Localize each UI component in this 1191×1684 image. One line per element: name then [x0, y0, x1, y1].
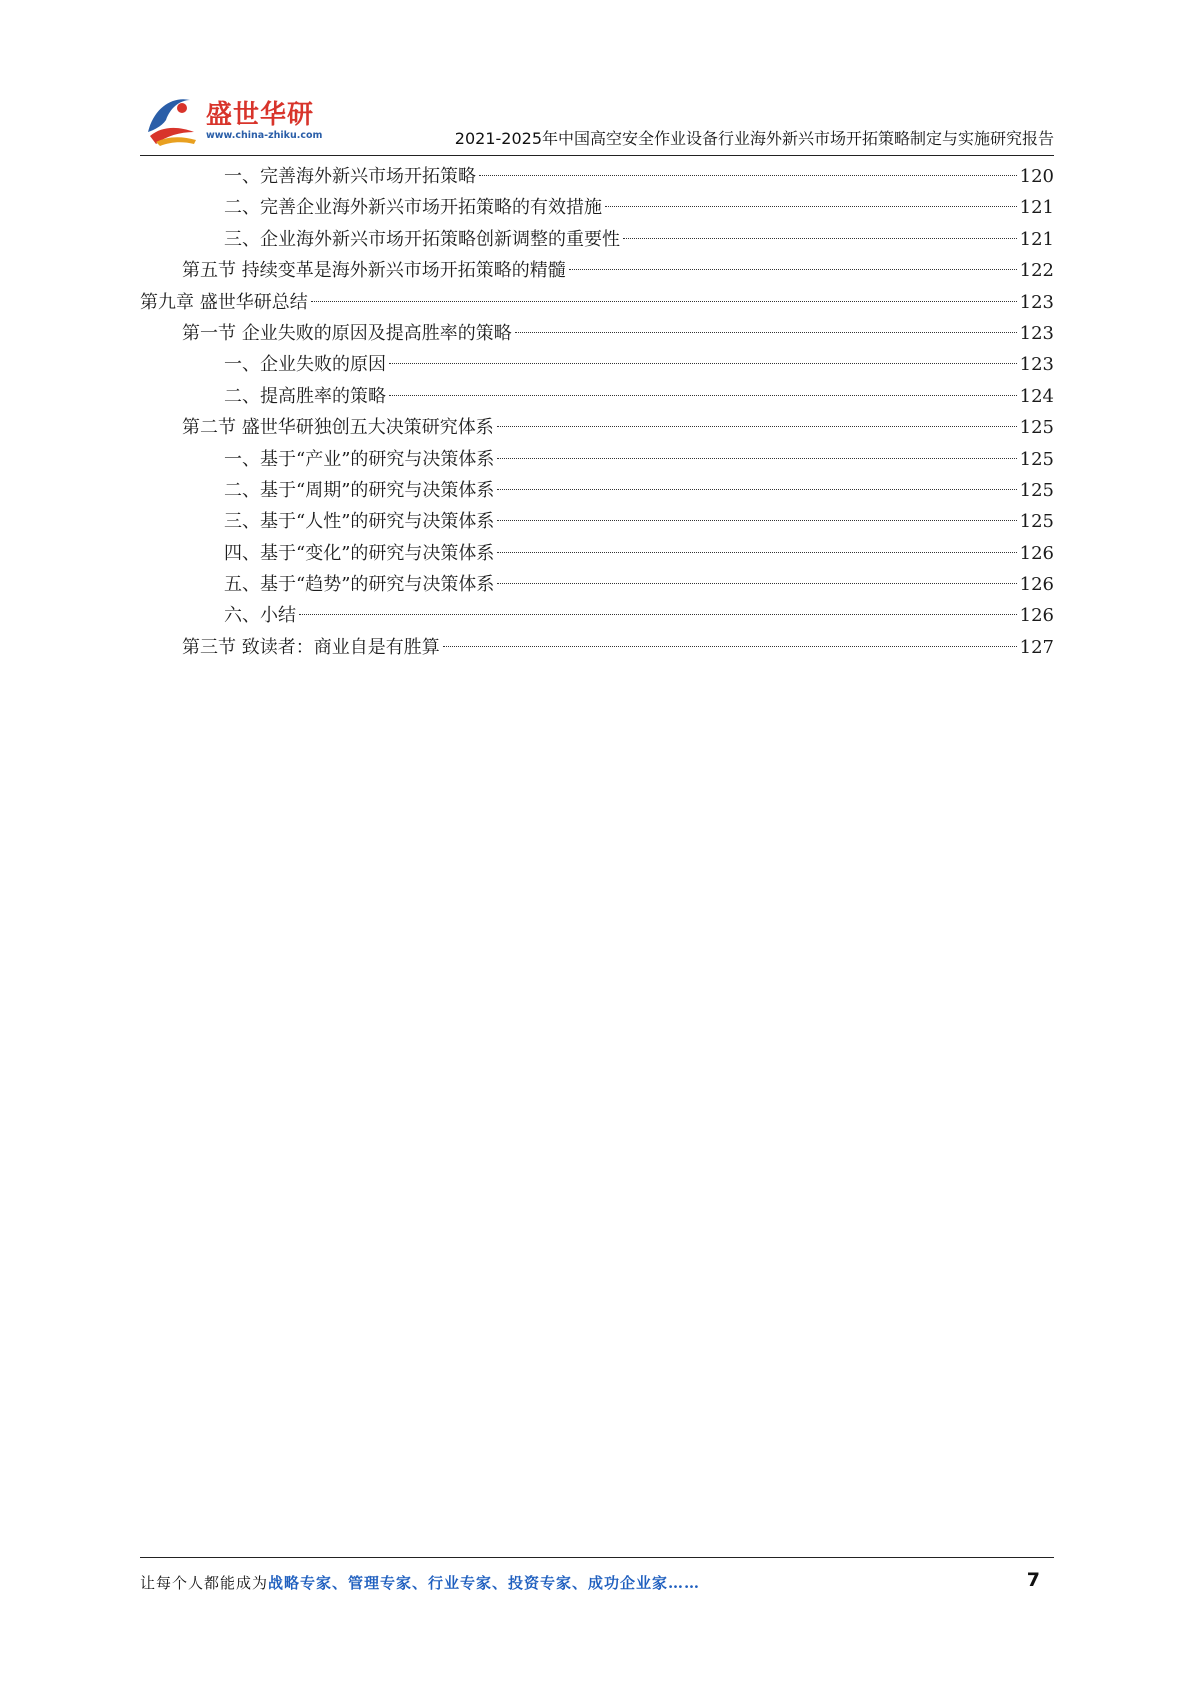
toc-dot-leader: [569, 269, 1017, 270]
report-title: 2021-2025年中国高空安全作业设备行业海外新兴市场开拓策略制定与实施研究报告: [454, 129, 1054, 148]
toc-entry[interactable]: [140, 192, 1054, 223]
toc-dot-leader: [497, 458, 1016, 459]
table-of-contents: [140, 161, 1054, 663]
toc-entry-page: 122: [1019, 260, 1054, 282]
toc-entry-title: 第九章 盛世华研总结: [140, 291, 308, 313]
toc-entry[interactable]: [140, 506, 1054, 537]
toc-entry[interactable]: [140, 255, 1054, 286]
toc-entry[interactable]: [140, 224, 1054, 255]
toc-entry-page: 123: [1019, 322, 1054, 344]
toc-dot-leader: [299, 614, 1017, 615]
toc-entry-title: 五、基于“趋势”的研究与决策体系: [224, 574, 495, 596]
toc-entry-page: 125: [1019, 417, 1054, 439]
toc-entry-title: 二、完善企业海外新兴市场开拓策略的有效措施: [224, 197, 602, 219]
page-footer: [140, 1557, 1054, 1597]
slogan-highlight: 战略专家、管理专家、行业专家、投资专家、成功企业家……: [268, 1574, 701, 1592]
toc-entry-title: 第五节 持续变革是海外新兴市场开拓策略的精髓: [182, 260, 566, 282]
toc-entry-page: 126: [1019, 605, 1054, 627]
toc-entry[interactable]: [140, 287, 1054, 318]
footer-divider: [140, 1557, 1054, 1558]
toc-entry-page: 121: [1019, 197, 1054, 219]
toc-entry-page: 123: [1019, 291, 1054, 313]
toc-entry-page: 123: [1019, 354, 1054, 376]
toc-entry[interactable]: [140, 475, 1054, 506]
footer-slogan: [140, 1572, 700, 1593]
toc-entry-title: 第一节 企业失败的原因及提高胜率的策略: [182, 322, 512, 344]
toc-dot-leader: [389, 395, 1017, 396]
toc-entry-page: 124: [1019, 385, 1054, 407]
toc-entry-page: 127: [1019, 636, 1054, 658]
toc-entry[interactable]: [140, 381, 1054, 412]
toc-dot-leader: [389, 363, 1017, 364]
toc-entry-page: 120: [1019, 166, 1054, 187]
toc-entry-page: 121: [1019, 228, 1054, 250]
toc-entry[interactable]: [140, 412, 1054, 443]
toc-entry[interactable]: [140, 161, 1054, 192]
toc-entry-title: 一、企业失败的原因: [224, 354, 386, 376]
toc-entry-title: 第二节 盛世华研独创五大决策研究体系: [182, 417, 494, 439]
toc-entry-title: 三、基于“人性”的研究与决策体系: [224, 511, 495, 533]
logo-url: www.china-zhiku.com: [206, 130, 323, 141]
toc-dot-leader: [479, 175, 1017, 176]
toc-entry[interactable]: [140, 349, 1054, 380]
toc-dot-leader: [311, 301, 1017, 302]
toc-entry[interactable]: [140, 632, 1054, 663]
header-divider: [140, 155, 1054, 156]
toc-entry-title: 第三节 致读者：商业自是有胜算: [182, 636, 440, 658]
page-header: [140, 78, 1054, 156]
toc-dot-leader: [497, 489, 1016, 490]
toc-entry-title: 二、基于“周期”的研究与决策体系: [224, 479, 495, 501]
page-number: 7: [1026, 1569, 1040, 1591]
toc-dot-leader: [497, 583, 1016, 584]
toc-entry-title: 三、企业海外新兴市场开拓策略创新调整的重要性: [224, 228, 620, 250]
toc-entry[interactable]: [140, 444, 1054, 475]
toc-entry-title: 六、小结: [224, 605, 296, 627]
toc-entry[interactable]: [140, 538, 1054, 569]
toc-dot-leader: [515, 332, 1017, 333]
toc-dot-leader: [443, 646, 1017, 647]
toc-entry[interactable]: [140, 318, 1054, 349]
toc-dot-leader: [605, 206, 1017, 207]
toc-entry[interactable]: [140, 600, 1054, 631]
toc-entry-title: 二、提高胜率的策略: [224, 385, 386, 407]
toc-entry-title: 一、基于“产业”的研究与决策体系: [224, 448, 495, 470]
toc-entry-page: 126: [1019, 574, 1054, 596]
toc-entry-page: 125: [1019, 479, 1054, 501]
toc-entry[interactable]: [140, 569, 1054, 600]
toc-dot-leader: [497, 520, 1016, 521]
toc-dot-leader: [497, 552, 1016, 553]
company-logo: [140, 86, 370, 152]
toc-entry-title: 一、完善海外新兴市场开拓策略: [224, 166, 476, 187]
toc-dot-leader: [497, 426, 1017, 427]
toc-entry-page: 126: [1019, 542, 1054, 564]
toc-entry-title: 四、基于“变化”的研究与决策体系: [224, 542, 495, 564]
toc-entry-page: 125: [1019, 448, 1054, 470]
slogan-prefix: 让每个人都能成为: [140, 1574, 269, 1592]
toc-entry-page: 125: [1019, 511, 1054, 533]
toc-dot-leader: [623, 238, 1017, 239]
logo-title: 盛世华研: [206, 100, 315, 130]
logo-emblem-icon: [140, 86, 204, 150]
